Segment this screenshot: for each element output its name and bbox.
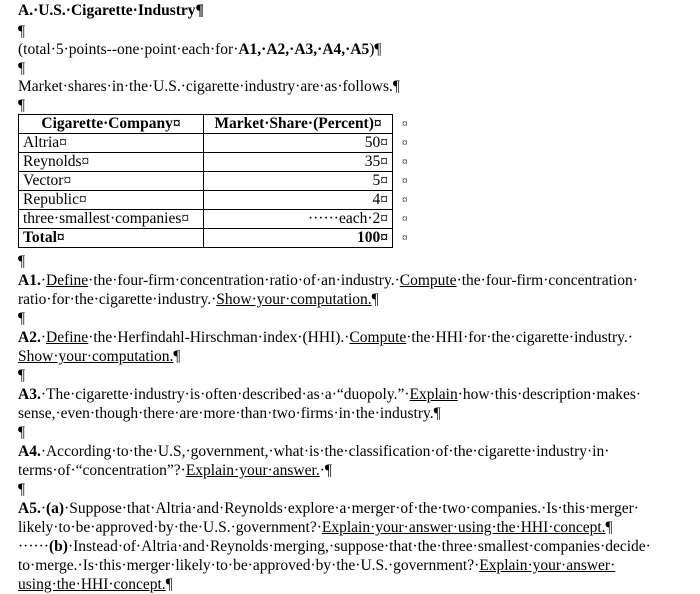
points-note xyxy=(18,40,381,59)
text-run: to·merge.·Is·this·merger·likely·to·be·approved·by·the·U.S.·government?· xyxy=(18,557,480,574)
text-run: ·According·to·the·U.S,·government,·what·is·the·classification·of·the·cigarette·industry·in· xyxy=(40,443,610,460)
row-end-marker: ¤ xyxy=(402,118,408,130)
table-row xyxy=(19,210,393,229)
keyword-show: Show·your·computation. xyxy=(18,348,174,365)
text-run: terms·of·“concentration”?· xyxy=(18,462,186,479)
part-b-label: (b) xyxy=(48,538,68,555)
question-a5-line4 xyxy=(18,556,615,575)
text-run: ·¶ xyxy=(319,462,332,479)
keyword-explain: Explain·your·answer·using·the·HHI·concept. xyxy=(321,519,606,536)
question-a5-line5 xyxy=(18,575,173,594)
question-label: A4. xyxy=(18,443,41,460)
question-label: A1. xyxy=(18,272,41,289)
points-note-items: A1,·A2,·A3,·A4,·A5 xyxy=(238,41,370,58)
market-share-table xyxy=(18,114,393,248)
table-row xyxy=(19,134,393,153)
question-a5-line2 xyxy=(18,518,613,537)
share-cell: ······each·2¤ xyxy=(204,210,393,229)
keyword-define: Define xyxy=(46,272,89,289)
company-cell: Reynolds¤ xyxy=(19,153,204,172)
question-label: A3. xyxy=(18,386,41,403)
paragraph-mark: ¶ xyxy=(18,23,26,40)
row-end-marker: ¤ xyxy=(402,232,408,244)
text-run: ratio·for·the·cigarette·industry.· xyxy=(18,291,217,308)
text-run: ¶ xyxy=(371,291,379,308)
keyword-define: Define xyxy=(46,329,89,346)
question-a5-line3 xyxy=(18,537,651,556)
text-run: ······ xyxy=(18,538,49,555)
company-cell: three·smallest·companies¤ xyxy=(19,210,204,229)
company-cell: Republic¤ xyxy=(19,191,204,210)
share-cell: 50¤ xyxy=(204,134,393,153)
company-cell: Vector¤ xyxy=(19,172,204,191)
question-a3-line1 xyxy=(18,385,641,404)
question-label: A5. xyxy=(18,500,41,517)
text-run: ·the·four-firm·concentration· xyxy=(456,272,638,289)
share-cell: 5¤ xyxy=(204,172,393,191)
points-note-prefix: (total·5·points--one·point·each·for· xyxy=(18,41,239,58)
total-label-cell: Total¤ xyxy=(19,229,204,248)
paragraph-mark: ¶ xyxy=(18,424,26,441)
intro-text: Market·shares·in·the·U.S.·cigarette·industry·are·as·follows.¶ xyxy=(18,78,400,95)
paragraph-mark: ¶ xyxy=(18,310,26,327)
text-run: ·how·this·description·makes· xyxy=(457,386,642,403)
question-a4-line1 xyxy=(18,442,609,461)
question-a5-line1 xyxy=(18,499,639,518)
text-run: ·the·HHI·for·the·cigarette·industry.· xyxy=(406,329,633,346)
company-cell: Altria¤ xyxy=(19,134,204,153)
paragraph-mark: ¶ xyxy=(18,97,26,114)
table-total-row xyxy=(19,229,393,248)
paragraph-mark: ¶ xyxy=(18,367,26,384)
points-note-suffix: )¶ xyxy=(369,41,382,58)
question-a1-line2 xyxy=(18,290,379,309)
row-end-marker: ¤ xyxy=(402,175,408,187)
share-cell: 35¤ xyxy=(204,153,393,172)
text-run: ·The·cigarette·industry·is·often·described·as·a·“duopoly.”· xyxy=(40,386,410,403)
text-run: ¶ xyxy=(173,348,181,365)
total-share-cell: 100¤ xyxy=(204,229,393,248)
part-a-label: (a) xyxy=(46,500,65,517)
keyword-compute: Compute xyxy=(399,272,457,289)
keyword-explain: Explain xyxy=(409,386,458,403)
question-a4-line2 xyxy=(18,461,332,480)
keyword-compute: Compute xyxy=(349,329,407,346)
section-heading: A.·U.S.·Cigarette·Industry¶ xyxy=(18,2,204,19)
paragraph-mark: ¶ xyxy=(18,253,26,270)
row-end-marker: ¤ xyxy=(402,194,408,206)
text-run: ¶ xyxy=(605,519,613,536)
table-row xyxy=(19,191,393,210)
text-run: likely·to·be·approved·by·the·U.S.·government?· xyxy=(18,519,322,536)
row-end-marker: ¤ xyxy=(402,213,408,225)
keyword-explain-cont: using·the·HHI·concept. xyxy=(18,576,166,593)
text-run: · xyxy=(40,329,46,346)
text-run: ·the·four-firm·concentration·ratio·of·an·industry.· xyxy=(88,272,400,289)
text-run: ·Instead·of·Altria·and·Reynolds·merging,·suppose·that·the·three·smallest·companies·decide· xyxy=(67,538,651,555)
column-header-company: Cigarette·Company¤ xyxy=(19,115,204,134)
share-cell: 4¤ xyxy=(204,191,393,210)
question-a1-line1 xyxy=(18,271,638,290)
table-header-row xyxy=(19,115,393,134)
text-run: ·the·Herfindahl-Hirschman·index·(HHI).· xyxy=(88,329,350,346)
column-header-share: Market·Share·(Percent)¤ xyxy=(204,115,393,134)
question-a2-line1 xyxy=(18,328,633,347)
question-a2-line2 xyxy=(18,347,180,366)
row-end-marker: ¤ xyxy=(402,156,408,168)
table-row xyxy=(19,172,393,191)
question-label: A2. xyxy=(18,329,41,346)
keyword-explain: Explain·your·answer· xyxy=(479,557,616,574)
table-row xyxy=(19,153,393,172)
text-run: ¶ xyxy=(165,576,173,593)
paragraph-mark: ¶ xyxy=(18,481,26,498)
text-run: · xyxy=(40,272,46,289)
text-run: · xyxy=(40,500,46,517)
text-run: ·Suppose·that·Altria·and·Reynolds·explore·a·merger·of·the·two·companies.·Is·this·merger· xyxy=(64,500,639,517)
question-a3-line2: sense,·even·though·there·are·more·than·two·firms·in·the·industry.¶ xyxy=(18,405,441,422)
keyword-show: Show·your·computation. xyxy=(216,291,372,308)
paragraph-mark: ¶ xyxy=(18,60,26,77)
keyword-explain: Explain·your·answer. xyxy=(185,462,320,479)
row-end-marker: ¤ xyxy=(402,137,408,149)
